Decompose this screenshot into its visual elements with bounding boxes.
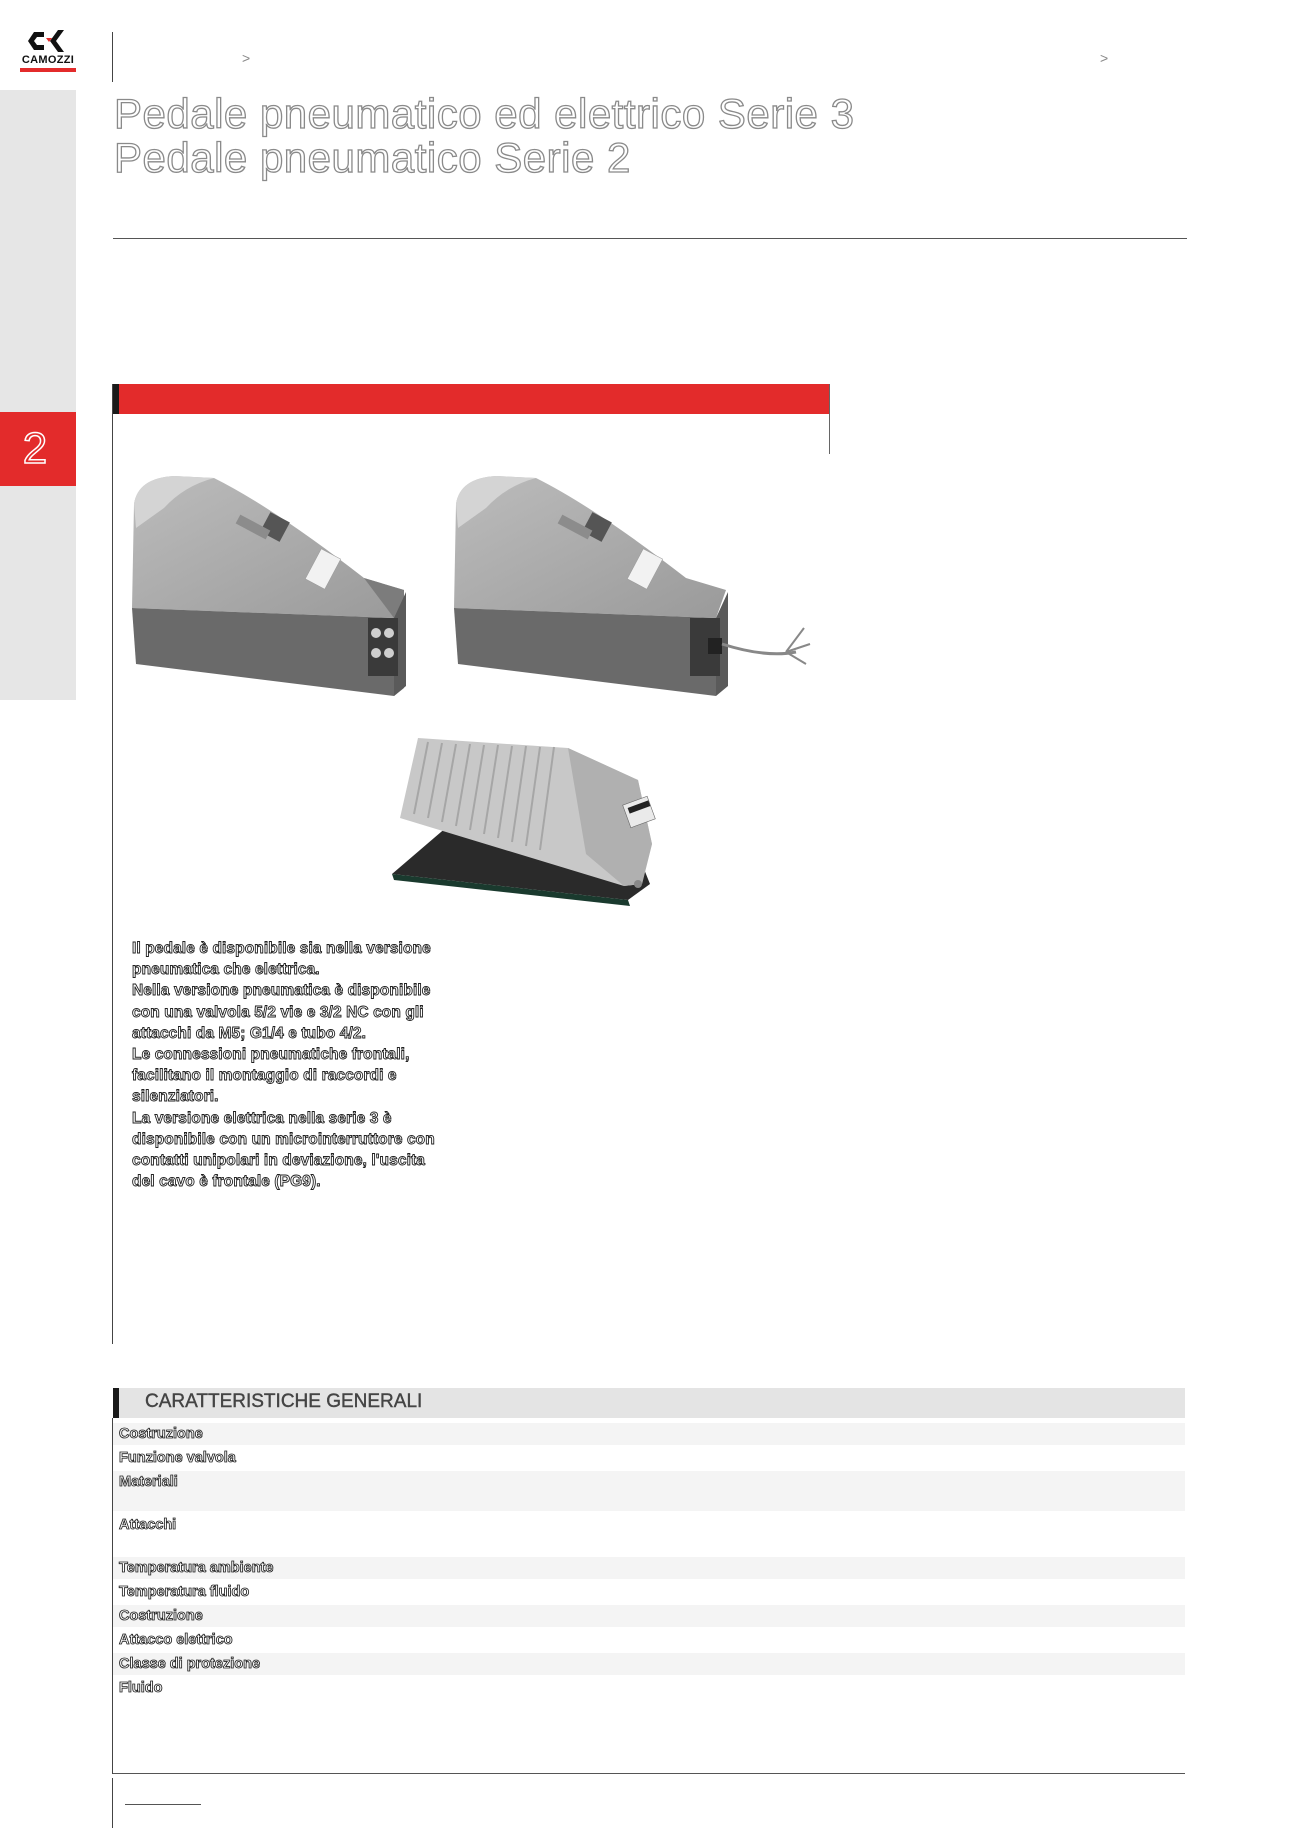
product-band-right-rule [829,384,830,454]
table-row-label: Costruzione [119,1608,203,1624]
table-header-marker [113,1388,119,1418]
camozzi-logo [18,28,78,74]
footer-short-rule [125,1804,201,1805]
description-line: con una valvola 5/2 vie e 3/2 NC con gli [132,1003,424,1021]
table-row [113,1423,1185,1445]
breadcrumb-separator-left[interactable]: > [242,50,251,66]
table-row-label: Temperatura fluido [119,1584,250,1600]
table-row-label: Attacchi [119,1517,177,1533]
description-line: disponibile con un microinterruttore con [132,1130,435,1148]
product-description [132,938,477,1192]
table-row [113,1605,1185,1627]
description-line: pneumatica che elettrica. [132,961,320,979]
table-left-rule [112,1418,113,1774]
product-band [113,384,830,414]
table-title: CARATTERISTICHE GENERALI [145,1391,423,1412]
description-line: Nella versione pneumatica è disponibile [132,982,431,1000]
table-row-label: Attacco elettrico [119,1632,233,1648]
table-row-label: Costruzione [119,1426,203,1442]
description-line: silenziatori. [132,1088,219,1106]
header-divider [112,32,113,82]
description-line: Le connessioni pneumatiche frontali, [132,1046,410,1064]
title-rule [113,238,1187,239]
product-band-marker [113,384,119,414]
logo-wordmark: CAMOZZI [21,54,75,66]
breadcrumb-separator-right[interactable]: > [1100,50,1109,66]
product-image-serie2 [388,734,660,910]
description-line: del cavo è frontale (PG9). [132,1173,321,1191]
table-row [113,1557,1185,1579]
table-row-label: Materiali [119,1474,178,1490]
footer-divider [112,1778,113,1828]
logo-red-bar [20,68,76,72]
product-image-serie3-electric [446,468,816,708]
table-row-label: Funzione valvola [119,1450,236,1466]
description-line: La versione elettrica nella serie 3 è [132,1109,392,1127]
chapter-number: 2 [22,424,48,473]
table-bottom-rule [113,1773,1185,1774]
page-title-line-2: Pedale pneumatico Serie 2 [114,134,631,181]
table-row-label: Fluido [119,1680,163,1696]
side-tab-strip-bottom [0,486,76,700]
table-row-label: Classe di protezione [119,1656,261,1672]
table-row-label: Temperatura ambiente [119,1560,274,1576]
content-left-rule [112,384,113,1344]
description-line: contatti unipolari in deviazione, l'uscita [132,1152,425,1170]
description-line: attacchi da M5; G1/4 e tubo 4/2. [132,1024,367,1042]
table-row [113,1471,1185,1511]
product-image-serie3-pneumatic [124,468,414,708]
camozzi-logo-icon [18,28,78,56]
description-line: Il pedale è disponibile sia nella versione [132,940,431,957]
description-line: facilitano il montaggio di raccordi e [132,1067,397,1085]
side-tab-strip-top [0,90,76,412]
table-row [113,1653,1185,1675]
page-title-line-1: Pedale pneumatico ed elettrico Serie 3 [114,90,855,137]
